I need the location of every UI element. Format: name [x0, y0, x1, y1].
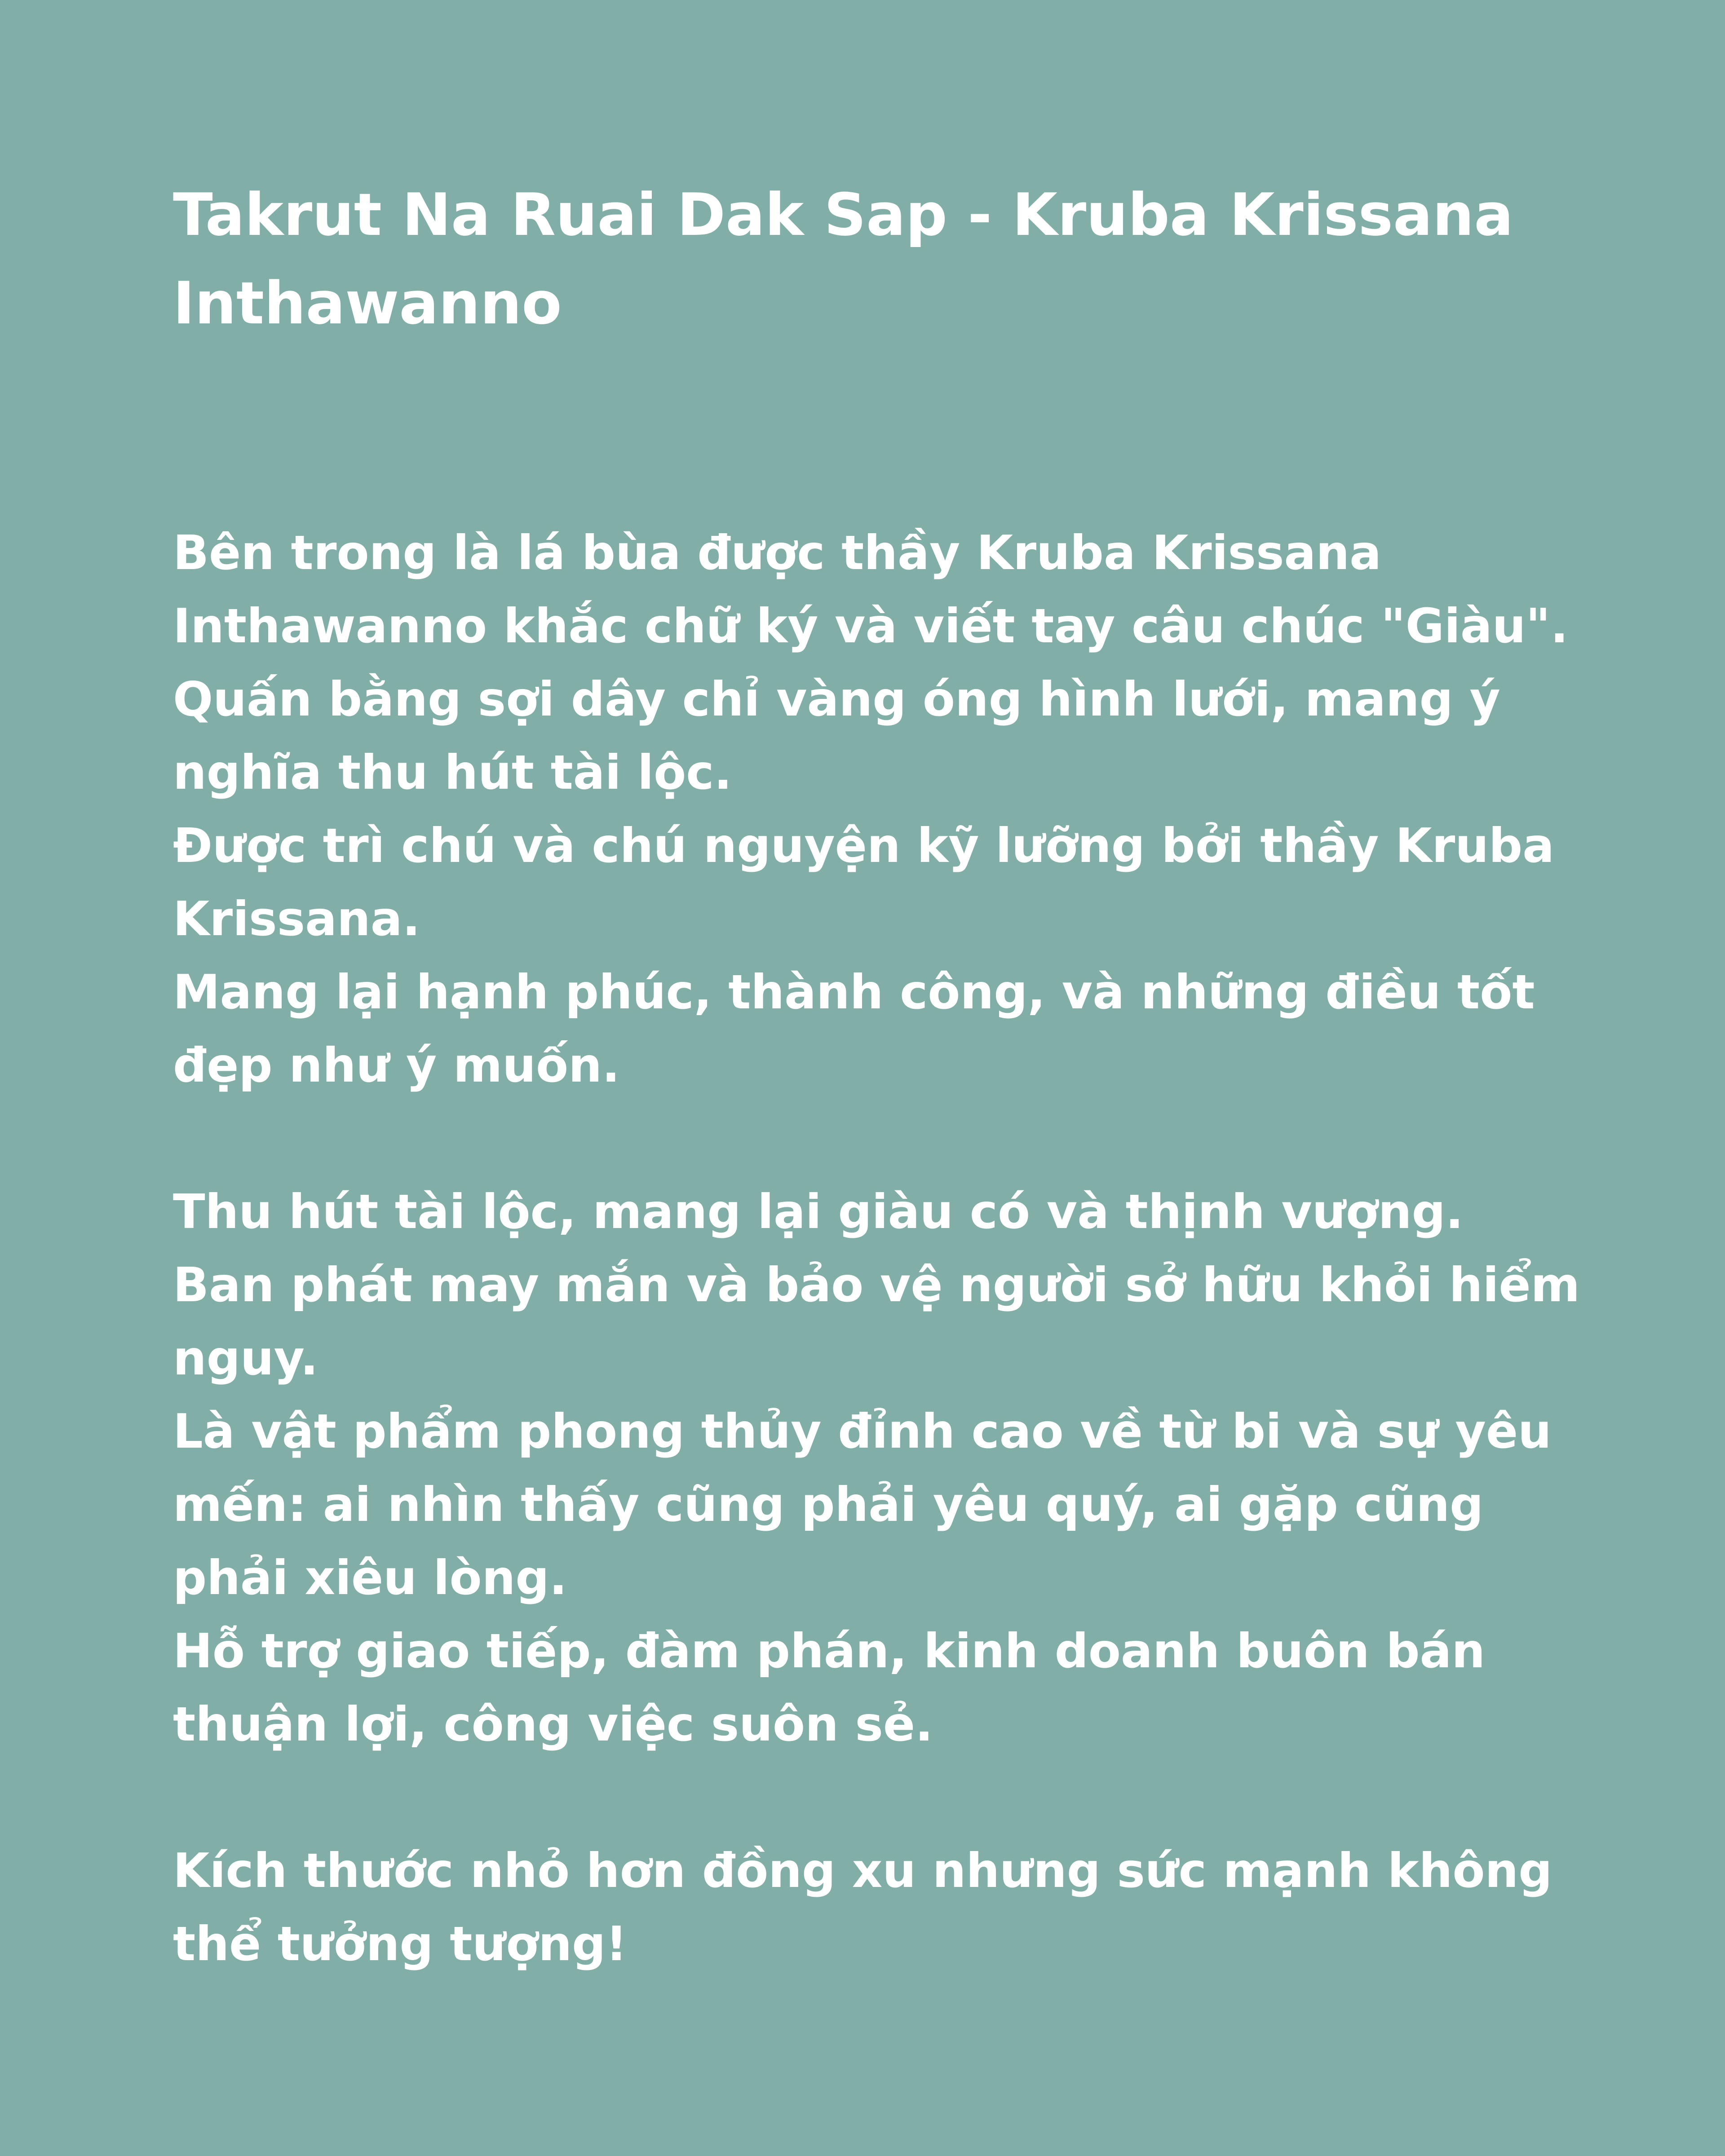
title-line: Inthawanno — [173, 269, 562, 337]
text-line: Hỗ trợ giao tiếp, đàm phán, kinh doanh buôn bán — [173, 1624, 1486, 1679]
text-line: Được trì chú và chú nguyện kỹ lưỡng bởi thầy Kruba — [173, 818, 1554, 873]
text-line: mến: ai nhìn thấy cũng phải yêu quý, ai gặp cũng — [173, 1477, 1484, 1532]
text-line: phải xiêu lòng. — [173, 1551, 567, 1605]
title-line: Takrut Na Ruai Dak Sap - Kruba Krissana — [173, 181, 1513, 249]
text-line: Krissana. — [173, 892, 420, 946]
text-line: nghĩa thu hút tài lộc. — [173, 745, 732, 800]
text-line: Ban phát may mắn và bảo vệ người sở hữu khỏi hiểm — [173, 1258, 1580, 1312]
text-line: đẹp như ý muốn. — [173, 1038, 620, 1093]
text-line: Kích thước nhỏ hơn đồng xu nhưng sức mạnh không — [173, 1843, 1552, 1898]
text-line: Mang lại hạnh phúc, thành công, và những điều tốt — [173, 965, 1535, 1020]
text-line: thể tưởng tượng! — [173, 1917, 628, 1971]
text-line: Quấn bằng sợi dây chỉ vàng óng hình lưới, mang ý — [173, 672, 1500, 727]
text-line: Inthawanno khắc chữ ký và viết tay câu chúc "Giàu". — [173, 599, 1569, 654]
paragraph-gap — [173, 1761, 1566, 1834]
text-line: Là vật phẩm phong thủy đỉnh cao về từ bi và sự yêu — [173, 1404, 1552, 1459]
text-line: thuận lợi, công việc suôn sẻ. — [173, 1697, 933, 1752]
text-line: nguy. — [173, 1331, 318, 1386]
paragraph-gap — [173, 1102, 1566, 1175]
text-line: Bên trong là lá bùa được thầy Kruba Krissana — [173, 526, 1381, 580]
text-line: Thu hút tài lộc, mang lại giàu có và thịnh vượng. — [173, 1184, 1464, 1239]
description-text — [173, 517, 1580, 1981]
page-title — [173, 171, 1566, 348]
